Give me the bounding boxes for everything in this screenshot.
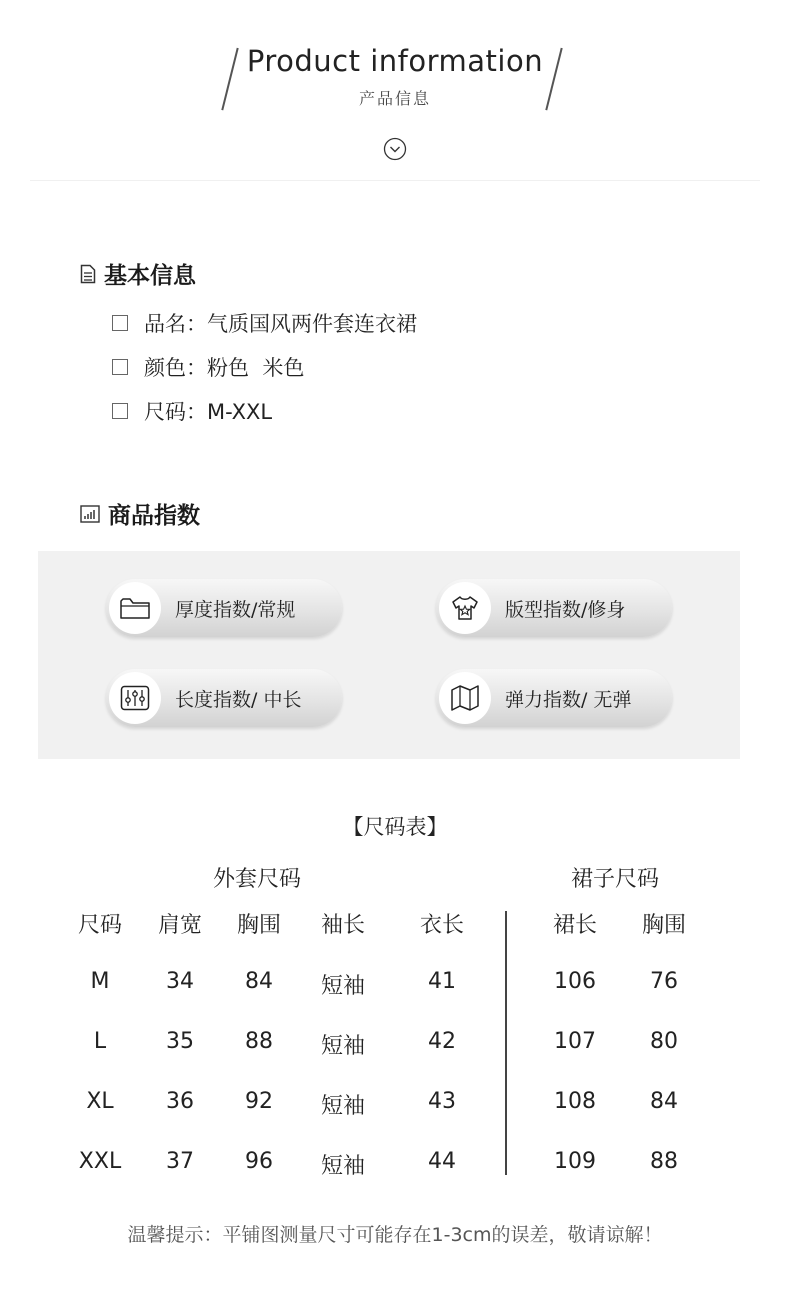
table-cell: 42	[428, 1029, 456, 1054]
table-cell: 35	[166, 1029, 194, 1054]
table-cell: 41	[428, 969, 456, 994]
checkbox-icon	[112, 315, 128, 331]
index-elasticity	[436, 669, 672, 727]
folder-icon	[119, 595, 151, 621]
table-header-cell: 衣长	[419, 913, 464, 938]
index-fit	[436, 579, 672, 637]
info-item-color-text: 颜色：粉色 米色	[144, 356, 305, 380]
measurement-note: 温馨提示：平铺图测量尺寸可能存在1-3cm的误差，敬请谅解！	[127, 1224, 663, 1246]
table-cell: 88	[650, 1149, 678, 1174]
basic-info-heading	[80, 257, 196, 290]
header-title-en: Product information	[246, 44, 544, 78]
index-fit-label: 版型指数/修身	[505, 598, 626, 621]
index-elasticity-label: 弹力指数/ 无弹	[505, 688, 632, 711]
table-header-cell: 尺码	[77, 913, 122, 938]
table-cell: 36	[166, 1089, 194, 1114]
checkbox-icon	[112, 403, 128, 419]
product-index-heading	[80, 497, 200, 530]
bar-chart-icon	[80, 505, 100, 523]
info-item-name-text: 品名：气质国风两件套连衣裙	[144, 312, 417, 336]
size-table-title: 【尺码表】	[342, 815, 448, 839]
table-cell: 76	[650, 969, 678, 994]
map-icon	[450, 684, 480, 712]
table-cell: 84	[650, 1089, 678, 1114]
table-cell: 80	[650, 1029, 678, 1054]
table-header-cell: 胸围	[236, 913, 281, 938]
table-cell: 88	[245, 1029, 273, 1054]
table-header-cell: 胸围	[641, 913, 686, 938]
table-cell: XL	[86, 1089, 114, 1114]
table-cell: 106	[554, 969, 596, 994]
table-cell: 84	[245, 969, 273, 994]
info-item-name	[112, 308, 417, 338]
table-header-cell: 肩宽	[157, 913, 202, 938]
table-divider	[505, 911, 507, 1175]
info-item-size-text: 尺码：M-XXL	[144, 400, 273, 424]
header-divider	[30, 180, 760, 181]
coat-size-group: 外套尺码	[212, 867, 301, 892]
index-thickness	[106, 579, 342, 637]
table-cell: 37	[166, 1149, 194, 1174]
table-cell: 短袖	[320, 1034, 365, 1059]
table-cell: 44	[428, 1149, 456, 1174]
table-cell: M	[90, 969, 110, 994]
table-cell: 短袖	[320, 974, 365, 999]
index-length-label: 长度指数/ 中长	[175, 688, 302, 711]
header-title-cn: 产品信息	[358, 89, 431, 108]
table-header-cell: 袖长	[320, 913, 365, 938]
table-header-cell: 裙长	[552, 913, 597, 938]
info-item-size	[112, 396, 272, 426]
tshirt-icon	[450, 594, 480, 622]
table-cell: 短袖	[320, 1094, 365, 1119]
checkbox-icon	[112, 359, 128, 375]
table-cell: 107	[554, 1029, 596, 1054]
index-length	[106, 669, 342, 727]
table-cell: 109	[554, 1149, 596, 1174]
table-cell: 43	[428, 1089, 456, 1114]
table-cell: L	[93, 1029, 107, 1054]
product-index-title: 商品指数	[108, 503, 200, 529]
table-cell: 短袖	[320, 1154, 365, 1179]
document-icon	[80, 264, 96, 284]
table-cell: XXL	[78, 1149, 122, 1174]
sliders-icon	[120, 685, 150, 711]
table-cell: 108	[554, 1089, 596, 1114]
table-cell: 96	[245, 1149, 273, 1174]
index-thickness-label: 厚度指数/常规	[175, 598, 296, 621]
info-item-color	[112, 352, 304, 382]
table-cell: 34	[166, 969, 194, 994]
chevron-down-icon	[383, 137, 407, 161]
skirt-size-group: 裙子尺码	[570, 867, 659, 892]
basic-info-title: 基本信息	[104, 263, 196, 289]
table-cell: 92	[245, 1089, 273, 1114]
